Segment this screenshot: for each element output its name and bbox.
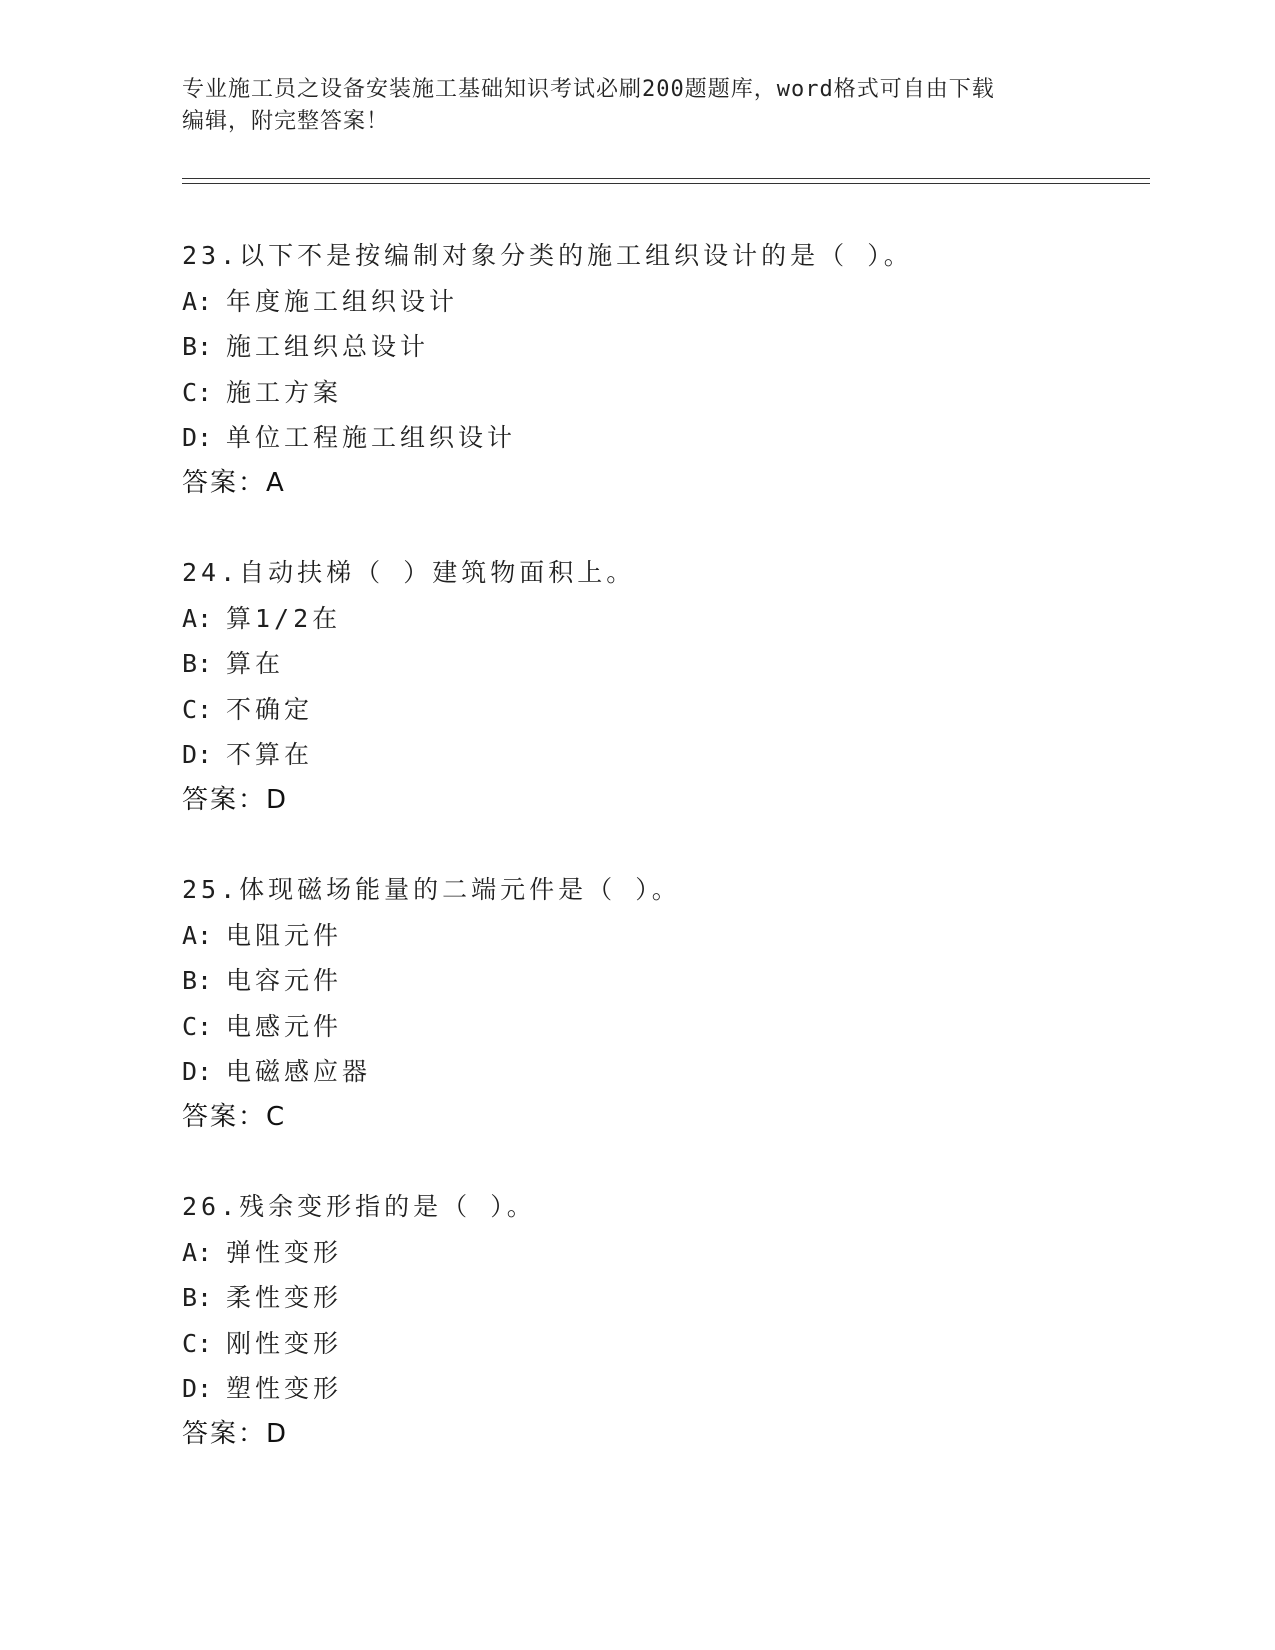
option-label: C: bbox=[182, 694, 213, 724]
header-divider-bottom bbox=[182, 183, 1150, 184]
option-label: C: bbox=[182, 377, 213, 407]
option-text: 单位工程施工组织设计 bbox=[226, 423, 517, 452]
option-label: D: bbox=[182, 1374, 213, 1403]
option-d bbox=[182, 732, 1142, 778]
option-label: D: bbox=[182, 423, 213, 452]
question-25 bbox=[182, 867, 1142, 1140]
answer-line: 答案：A bbox=[182, 467, 286, 498]
option-b bbox=[182, 958, 1142, 1004]
option-text: 柔性变形 bbox=[226, 1283, 343, 1312]
option-d bbox=[182, 1049, 1142, 1095]
question-stem: 24.自动扶梯（ ）建筑物面积上。 bbox=[182, 558, 636, 587]
option-text: 不算在 bbox=[226, 740, 314, 769]
option-c bbox=[182, 370, 1142, 416]
option-label: A: bbox=[182, 603, 213, 633]
option-text: 电阻元件 bbox=[226, 920, 343, 950]
option-label: B: bbox=[182, 332, 213, 361]
option-text: 施工方案 bbox=[226, 377, 343, 407]
option-c bbox=[182, 687, 1142, 733]
option-b bbox=[182, 324, 1142, 370]
option-text: 电容元件 bbox=[226, 966, 343, 995]
option-a bbox=[182, 279, 1142, 325]
option-a bbox=[182, 913, 1142, 959]
option-c bbox=[182, 1004, 1142, 1050]
option-text: 弹性变形 bbox=[226, 1237, 343, 1267]
option-label: B: bbox=[182, 1283, 213, 1312]
option-label: D: bbox=[182, 740, 213, 769]
header-line-2: 编辑，附完整答案！ bbox=[182, 109, 390, 134]
option-label: C: bbox=[182, 1328, 213, 1358]
option-label: B: bbox=[182, 649, 213, 678]
option-text: 电磁感应器 bbox=[226, 1057, 372, 1086]
option-d bbox=[182, 1366, 1142, 1412]
option-text: 算1/2在 bbox=[226, 603, 342, 633]
option-label: B: bbox=[182, 966, 213, 995]
option-b bbox=[182, 1275, 1142, 1321]
answer-line: 答案：C bbox=[182, 1101, 287, 1132]
header-divider-top bbox=[182, 178, 1150, 179]
option-label: D: bbox=[182, 1057, 213, 1086]
option-label: A: bbox=[182, 920, 213, 950]
option-text: 施工组织总设计 bbox=[226, 332, 430, 361]
option-text: 不确定 bbox=[226, 694, 314, 724]
option-text: 刚性变形 bbox=[226, 1328, 343, 1358]
option-b bbox=[182, 641, 1142, 687]
option-text: 算在 bbox=[226, 649, 285, 678]
option-c bbox=[182, 1321, 1142, 1367]
header-line-1: 专业施工员之设备安装施工基础知识考试必刷200题题库，word格式可自由下载 bbox=[182, 77, 995, 102]
option-label: A: bbox=[182, 286, 213, 316]
question-23 bbox=[182, 233, 1142, 506]
question-stem: 26.残余变形指的是（ ）。 bbox=[182, 1192, 536, 1221]
question-list bbox=[182, 233, 1142, 1501]
option-a bbox=[182, 1230, 1142, 1276]
option-text: 塑性变形 bbox=[226, 1374, 343, 1403]
option-text: 电感元件 bbox=[226, 1011, 343, 1041]
option-d bbox=[182, 415, 1142, 461]
document-header bbox=[182, 74, 1082, 138]
question-26 bbox=[182, 1184, 1142, 1457]
option-label: C: bbox=[182, 1011, 213, 1041]
option-label: A: bbox=[182, 1237, 213, 1267]
question-stem: 25.体现磁场能量的二端元件是（ ）。 bbox=[182, 875, 681, 904]
option-text: 年度施工组织设计 bbox=[226, 286, 459, 316]
question-24 bbox=[182, 550, 1142, 823]
question-stem: 23.以下不是按编制对象分类的施工组织设计的是（ ）。 bbox=[182, 241, 913, 270]
answer-line: 答案：D bbox=[182, 784, 289, 815]
answer-line: 答案：D bbox=[182, 1418, 289, 1449]
option-a bbox=[182, 596, 1142, 642]
